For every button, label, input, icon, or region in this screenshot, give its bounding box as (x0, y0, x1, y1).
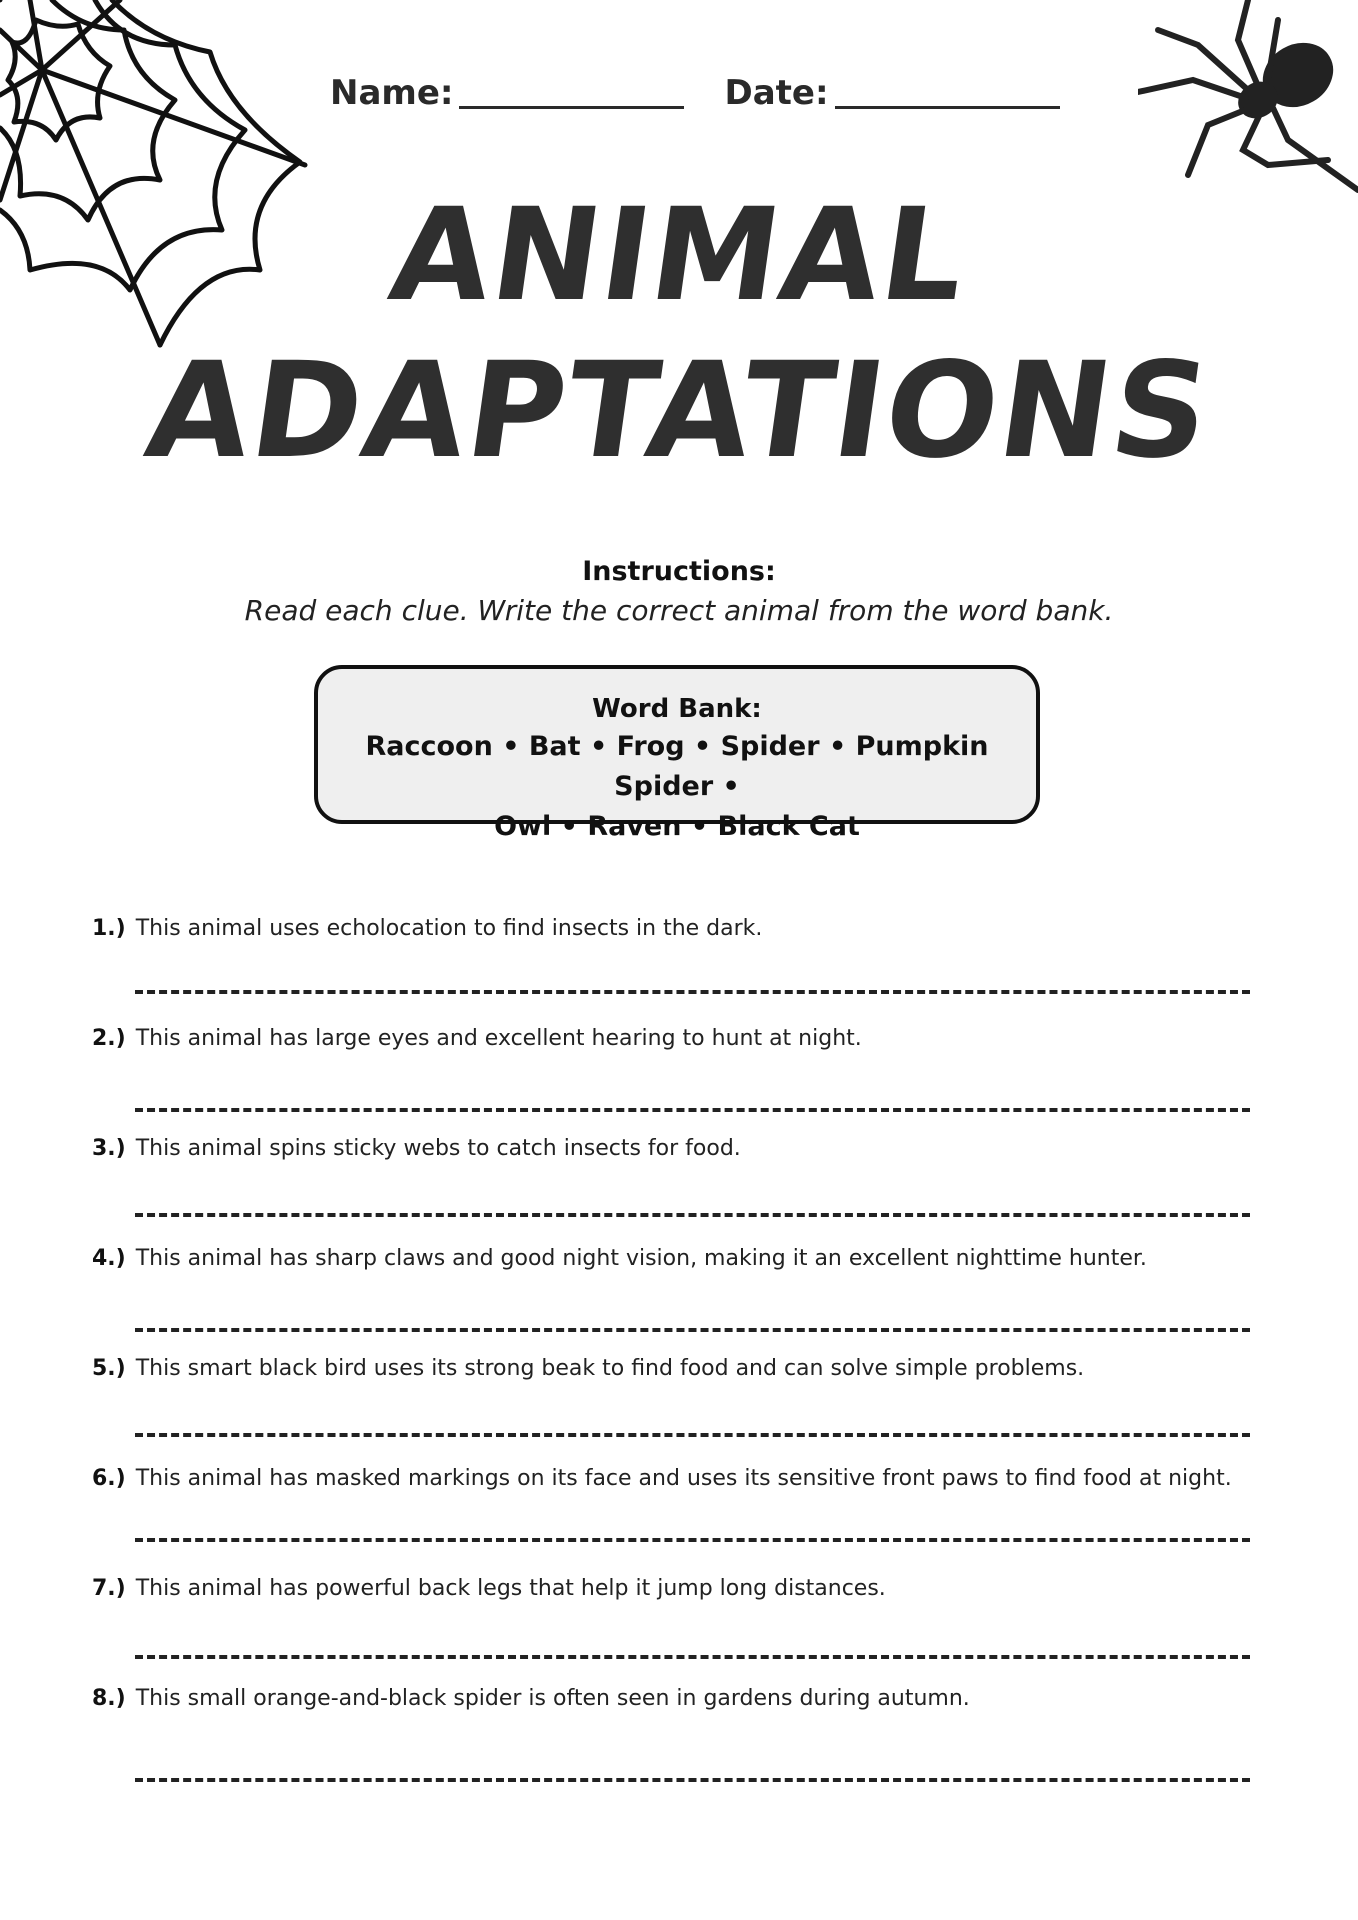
date-field[interactable] (835, 72, 1060, 109)
page-title-line2: ADAPTATIONS (137, 334, 1221, 488)
word-bank-box (314, 665, 1040, 842)
question-text: This smart black bird uses its strong beak to find food and can solve simple problems. (135, 1356, 1085, 1381)
question-number: 5.) (92, 1356, 126, 1381)
instructions-text: Read each clue. Write the correct animal from the word bank. (244, 594, 1114, 627)
question-text: This small orange-and-black spider is often seen in gardens during autumn. (135, 1686, 970, 1711)
question-4 (92, 1246, 1147, 1271)
question-number: 4.) (92, 1246, 126, 1271)
question-2 (92, 1026, 862, 1051)
answer-line-1[interactable] (135, 990, 1250, 994)
answer-line-7[interactable] (135, 1655, 1250, 1659)
instructions-heading: Instructions: (582, 556, 776, 587)
question-text: This animal spins sticky webs to catch insects for food. (135, 1136, 741, 1161)
page-title-line1: ANIMAL (381, 181, 977, 330)
word-bank-line-1: Raccoon • Bat • Frog • Spider • Pumpkin Spider • (365, 731, 989, 802)
question-number: 7.) (92, 1576, 126, 1601)
answer-line-2[interactable] (135, 1108, 1250, 1112)
question-1 (92, 916, 762, 941)
question-number: 8.) (92, 1686, 126, 1711)
question-3 (92, 1136, 741, 1161)
question-text: This animal has sharp claws and good night vision, making it an excellent nighttime hunter. (135, 1246, 1147, 1271)
question-text: This animal uses echolocation to find insects in the dark. (135, 916, 763, 941)
answer-line-3[interactable] (135, 1213, 1250, 1217)
name-field[interactable] (459, 72, 684, 109)
name-date-header (330, 72, 1060, 113)
answer-line-6[interactable] (135, 1538, 1250, 1542)
question-number: 2.) (92, 1026, 126, 1051)
word-bank-title: Word Bank: (592, 694, 762, 724)
question-number: 1.) (92, 916, 126, 941)
question-text: This animal has powerful back legs that help it jump long distances. (135, 1576, 886, 1601)
question-number: 6.) (92, 1466, 126, 1491)
name-label: Name: (330, 73, 454, 113)
question-6 (92, 1466, 1232, 1491)
word-bank-line-2: Owl • Raven • Black Cat (494, 811, 860, 842)
answer-line-5[interactable] (135, 1433, 1250, 1437)
answer-line-8[interactable] (135, 1778, 1250, 1782)
question-text: This animal has masked markings on its face and uses its sensitive front paws to find food at night. (135, 1466, 1232, 1491)
question-text: This animal has large eyes and excellent hearing to hunt at night. (135, 1026, 862, 1051)
question-number: 3.) (92, 1136, 126, 1161)
spider-icon (1138, 0, 1358, 200)
answer-line-4[interactable] (135, 1328, 1250, 1332)
question-5 (92, 1356, 1084, 1381)
question-7 (92, 1576, 886, 1601)
date-label: Date: (724, 73, 829, 113)
question-8 (92, 1686, 970, 1711)
